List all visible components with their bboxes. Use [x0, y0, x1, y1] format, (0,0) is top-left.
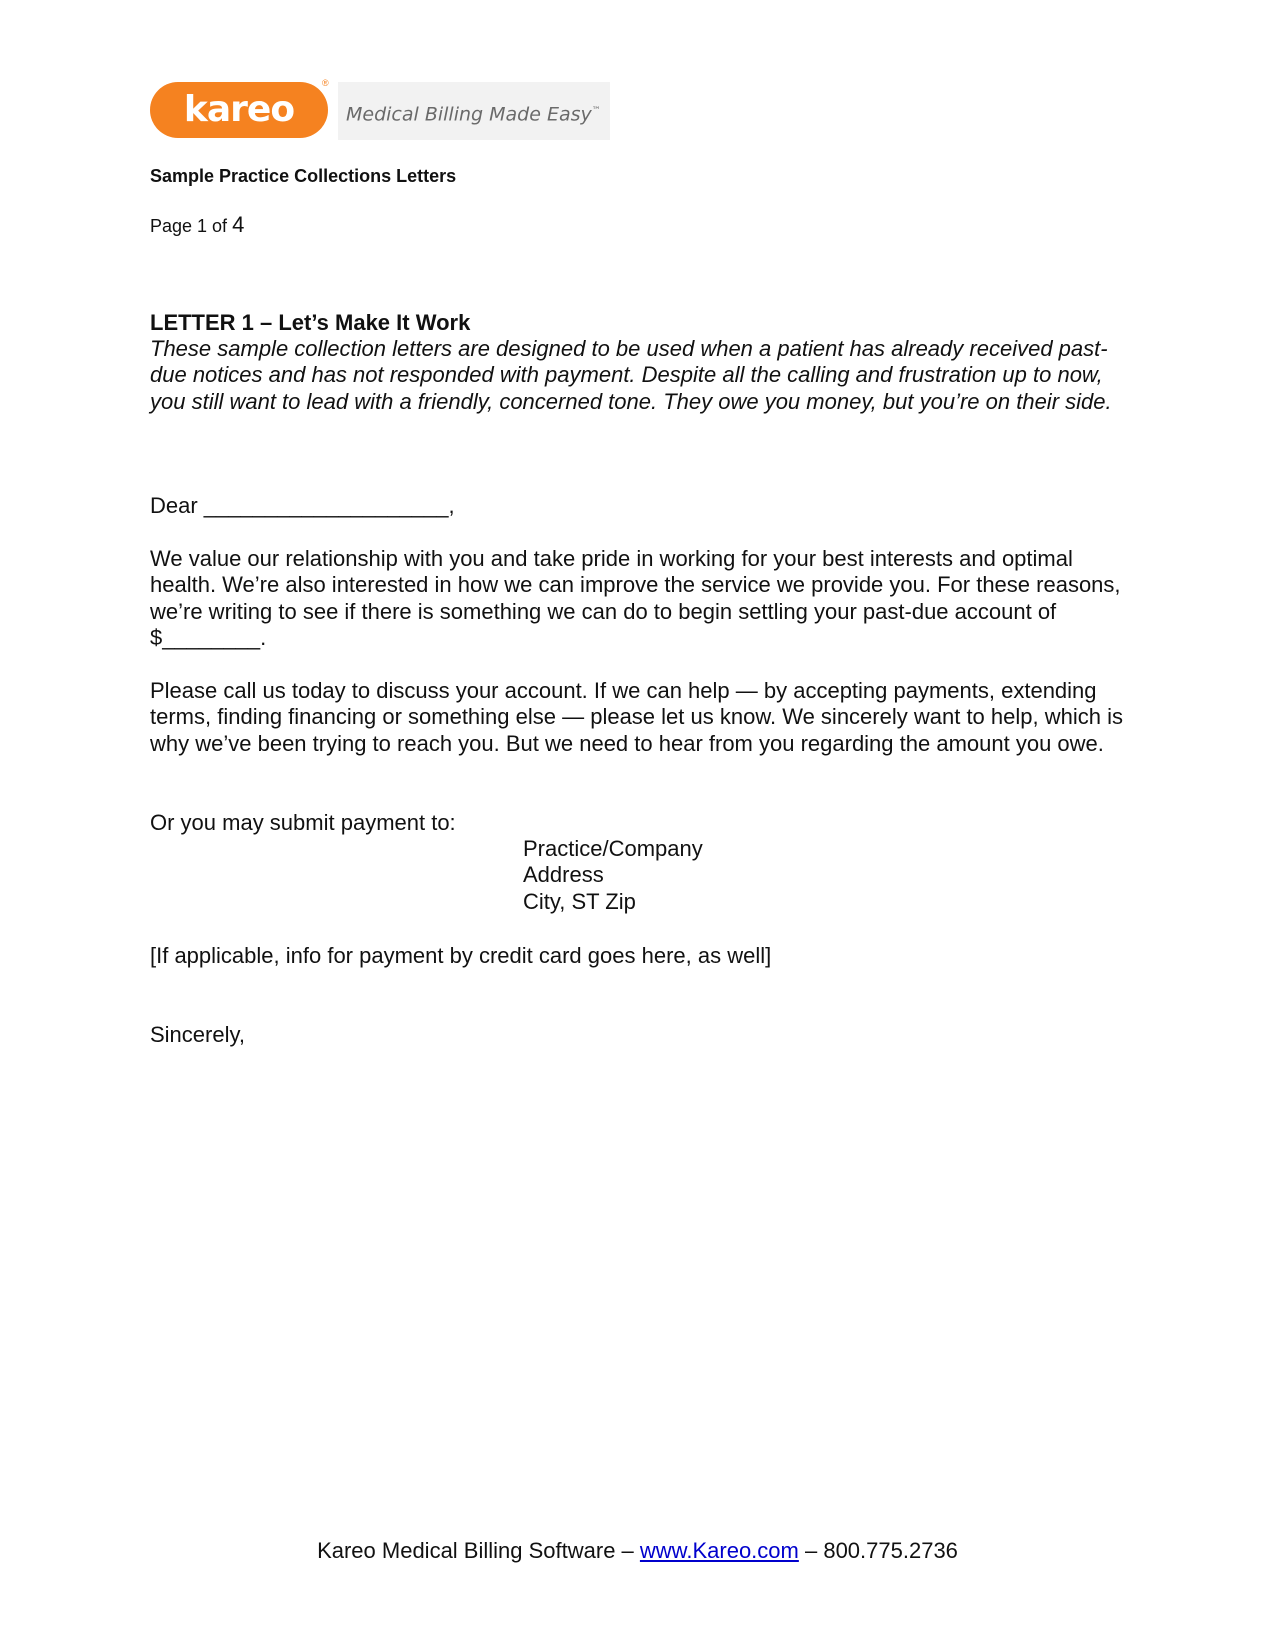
footer-website-link[interactable]: www.Kareo.com: [639, 1538, 799, 1563]
letter-intro: These sample collection letters are designed to be used when a patient has already received past-due notices and has not responded with payment. Despite all the calling and frustration up to now, you still want to lead with a friendly, concerned tone. They owe you money, but you’re on their side.: [150, 336, 1112, 414]
credit-card-note: [If applicable, info for payment by credit card goes here, as well]: [150, 943, 772, 968]
address-line-1: Practice/Company: [523, 836, 703, 861]
payment-intro: Or you may submit payment to:: [150, 810, 456, 835]
logo-tagline: Medical Billing Made Easy: [346, 103, 592, 126]
footer: [0, 1538, 1275, 1564]
payment-address: [523, 836, 703, 915]
salutation: Dear ____________________,: [150, 493, 455, 518]
footer-phone: – 800.775.2736: [804, 1538, 958, 1563]
trademark-mark: ™: [591, 106, 601, 116]
address-line-3: City, ST Zip: [523, 888, 636, 914]
kareo-logo: [150, 78, 610, 140]
logo-tagline-box: [338, 82, 610, 140]
address-line-2: Address: [523, 862, 604, 888]
body-paragraph-1: We value our relationship with you and take pride in working for your best interests and optimal health. We’re also interested in how we can improve the service we provide you. For these reasons, we’re writing to see if there is something we can do to begin settling your past-due account of $________.: [150, 546, 1121, 650]
body-paragraph-2: Please call us today to discuss your account. If we can help — by accepting payments, extending terms, finding financing or something else — please let us know. We sincerely want to help, which is why we’ve been trying to reach you. But we need to hear from you regarding the amount you owe.: [150, 678, 1123, 756]
closing: Sincerely,: [150, 1022, 245, 1047]
page-number: [150, 212, 244, 238]
letter-heading: LETTER 1 – Let’s Make It Work: [150, 310, 471, 335]
registered-mark: ®: [322, 78, 329, 88]
document-title: Sample Practice Collections Letters: [150, 166, 457, 186]
page-number-total: 4: [232, 212, 245, 237]
footer-company: Kareo Medical Billing Software –: [317, 1538, 634, 1563]
page-number-prefix: Page 1 of: [150, 216, 228, 236]
logo-wordmark: kareo: [150, 82, 328, 138]
